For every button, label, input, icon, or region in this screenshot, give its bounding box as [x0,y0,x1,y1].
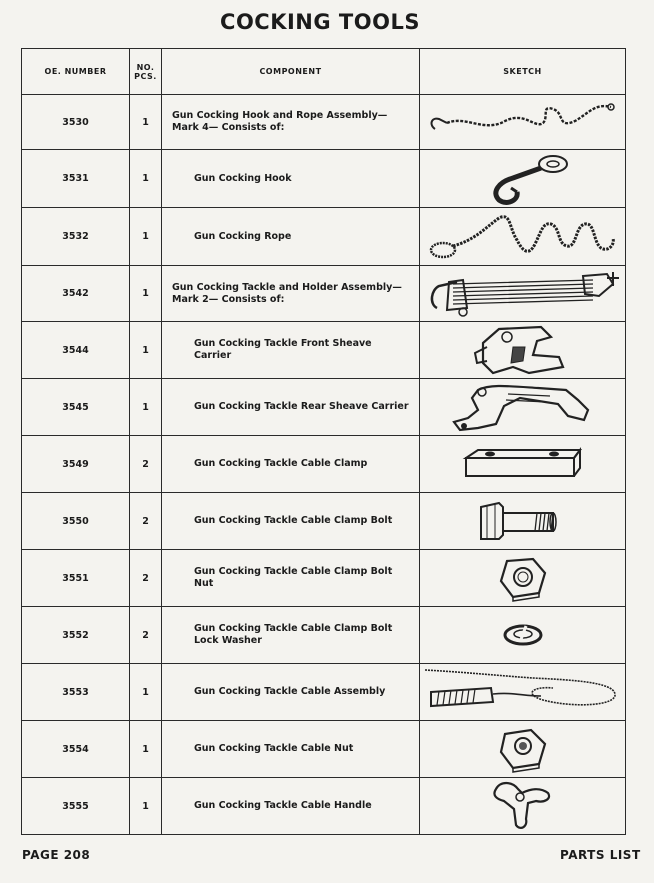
component-name [162,208,420,266]
oe-number: 3554 [22,721,130,778]
oe-number: 3552 [22,607,130,664]
component-name [162,721,420,778]
pieces-count: 1 [130,721,162,778]
component-text: Gun Cocking Tackle Cable Clamp Bolt Nut [194,566,393,589]
table-row [22,208,626,266]
pieces-count: 2 [130,550,162,607]
tackle-holder-icon [423,268,623,320]
cable-handle-icon [488,779,558,833]
pieces-count: 1 [130,150,162,208]
sketch-cell [420,266,626,322]
component-text: Gun Cocking Hook [194,172,292,184]
component-text: Gun Cocking Hook and Rope Assembly—Mark 4— Consists of: [172,110,388,133]
cable-assembly-icon [423,664,623,720]
component-text: Gun Cocking Tackle Cable Clamp [194,458,368,470]
component-name [162,379,420,436]
pieces-count: 1 [130,95,162,150]
component-name [162,322,420,379]
sketch-cell [420,95,626,150]
oe-number: 3531 [22,150,130,208]
table-row [22,607,626,664]
component-name [162,664,420,721]
hook-icon [473,152,573,206]
sketch-cell [420,436,626,493]
component-text: Gun Cocking Tackle Cable Assembly [194,686,386,698]
oe-number: 3555 [22,778,130,835]
lock-washer-icon [498,620,548,650]
table-row [22,379,626,436]
header-pcs-line2: PCS. [134,71,157,81]
component-name [162,150,420,208]
pieces-count: 1 [130,778,162,835]
sketch-cell [420,379,626,436]
component-name [162,550,420,607]
oe-number: 3549 [22,436,130,493]
sketch-cell [420,664,626,721]
table-row [22,150,626,208]
oe-number: 3550 [22,493,130,550]
pieces-count: 2 [130,436,162,493]
pieces-count: 1 [130,322,162,379]
page-title: COCKING TOOLS [220,10,420,34]
component-text: Gun Cocking Tackle Front Sheave Carrier [194,338,372,361]
table-row [22,322,626,379]
sketch-cell [420,208,626,266]
table-row [22,493,626,550]
component-text: Gun Cocking Tackle Cable Clamp Bolt Lock Washer [194,623,393,646]
table-header-row [22,49,626,95]
oe-number: 3553 [22,664,130,721]
sketch-cell [420,778,626,835]
component-text: Gun Cocking Tackle Rear Sheave Carrier [194,401,409,413]
table-row [22,436,626,493]
header-component: COMPONENT [162,49,420,95]
table-row [22,721,626,778]
cable-clamp-icon [458,444,588,484]
header-pcs [130,49,162,95]
component-name [162,493,420,550]
oe-number: 3551 [22,550,130,607]
component-text: Gun Cocking Tackle Cable Clamp Bolt [194,515,393,527]
front-sheave-carrier-icon [463,323,583,377]
sketch-cell [420,550,626,607]
component-text: Gun Cocking Tackle Cable Handle [194,800,372,812]
oe-number: 3545 [22,379,130,436]
table-row [22,664,626,721]
header-pcs-line1: NO. [136,62,155,72]
sketch-cell [420,493,626,550]
sketch-cell [420,607,626,664]
sketch-cell [420,721,626,778]
header-number: OE. NUMBER [22,49,130,95]
rear-sheave-carrier-icon [438,380,608,434]
table-row [22,550,626,607]
component-name [162,95,420,150]
table-row [22,266,626,322]
pieces-count: 1 [130,664,162,721]
oe-number: 3544 [22,322,130,379]
nut-icon [493,553,553,603]
component-name [162,607,420,664]
pieces-count: 1 [130,266,162,322]
page-number: PAGE 208 [22,848,91,862]
sketch-cell [420,322,626,379]
parts-table [21,48,626,835]
component-name [162,436,420,493]
hook-rope-assembly-icon [425,99,621,145]
section-label: PARTS LIST [560,848,641,862]
pieces-count: 2 [130,607,162,664]
component-text: Gun Cocking Tackle Cable Nut [194,743,354,755]
component-text: Gun Cocking Rope [194,230,292,242]
bolt-icon [473,499,573,543]
component-name [162,778,420,835]
rope-icon [425,210,621,264]
oe-number: 3532 [22,208,130,266]
pieces-count: 1 [130,379,162,436]
cable-nut-icon [493,724,553,774]
table-row [22,778,626,835]
table-row [22,95,626,150]
oe-number: 3530 [22,95,130,150]
pieces-count: 2 [130,493,162,550]
oe-number: 3542 [22,266,130,322]
sketch-cell [420,150,626,208]
component-text: Gun Cocking Tackle and Holder Assembly—Mark 2— Consists of: [172,281,402,305]
pieces-count: 1 [130,208,162,266]
header-sketch: SKETCH [420,49,626,95]
component-name [162,266,420,322]
